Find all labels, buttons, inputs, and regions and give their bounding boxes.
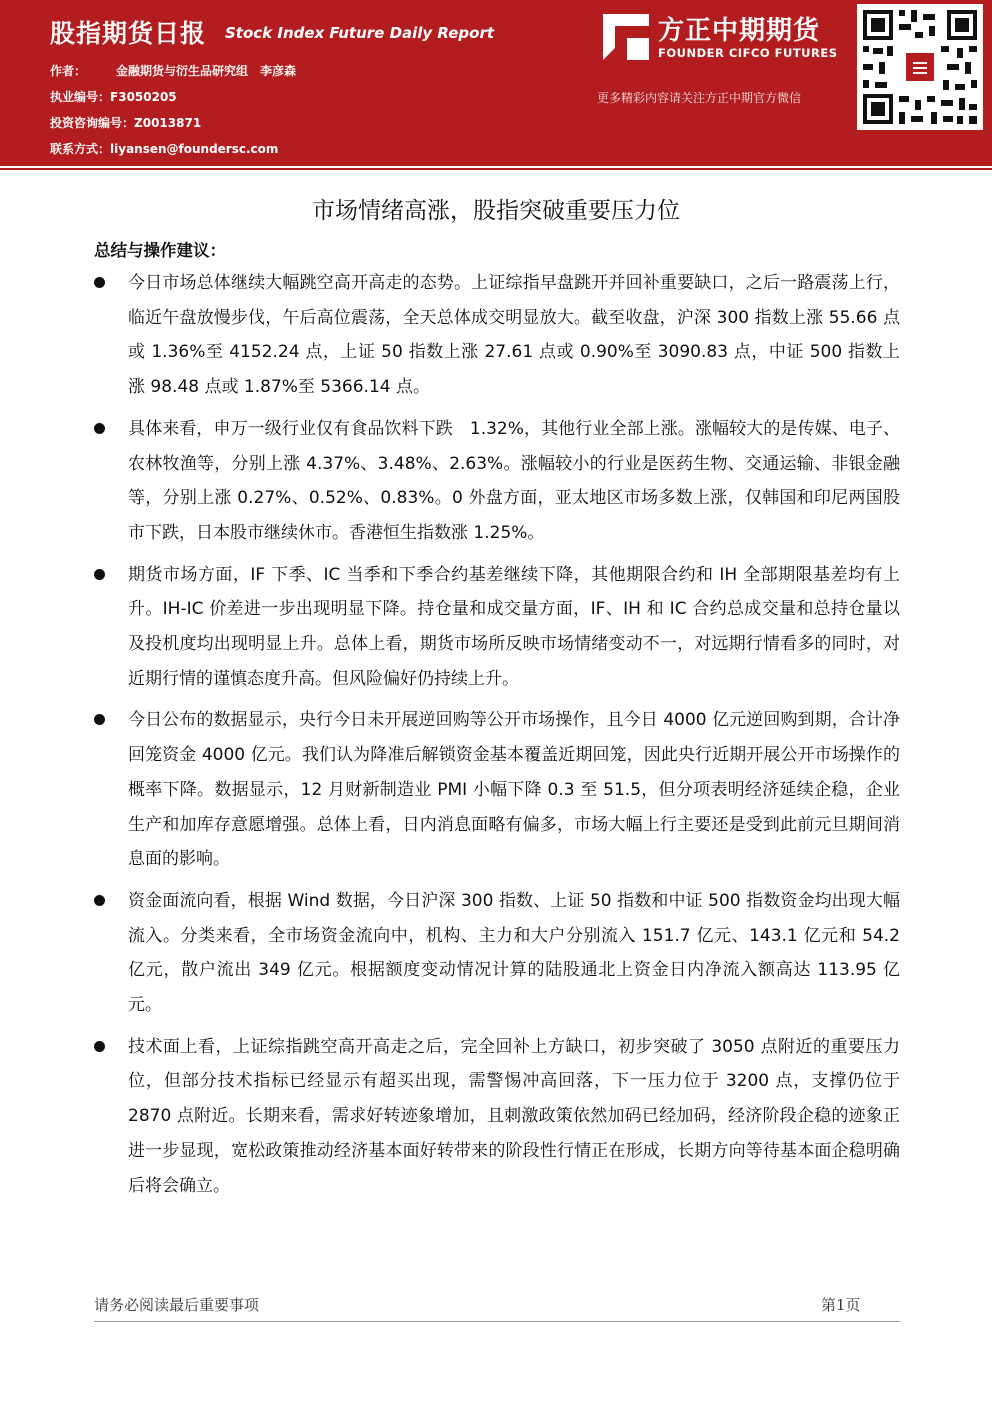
footer-notice: 请务必阅读最后重要事项	[94, 1296, 260, 1314]
summary-item-text: 技术面上看，上证综指跳空高开高走之后，完全回补上方缺口，初步突破了 3050 点附近的重要压力位，但部分技术指标已经显示有超买出现，需警惕冲高回落，下一压力位于 3200 点，支撑仍位于 2870 点附近。长期来看，需求好转迹象增加，且刺激政策依然加码已经加码，经济阶段企稳的迹象正进一步显现，宽松政策推动经济基本面好转带来的阶段性行情正在形成，长期方向等待基本面企稳明确后将会确立。	[128, 1036, 900, 1196]
summary-item-text: 期货市场方面，IF 下季、IC 当季和下季合约基差继续下降，其他期限合约和 IH 全部期限基差均有上升。IH-IC 价差进一步出现明显下降。持仓量和成交量方面，IF、IH 和 IC 合约总成交量和总持仓量以及投机度均出现明显上升。总体上看，期货市场所反映市场情绪变动不一，对远期行情看多的同时，对近期行情的谨慎态度升高。但风险偏好仍持续上升。	[128, 564, 900, 689]
contact-label: 联系方式：	[50, 142, 111, 156]
qr-code-icon[interactable]	[857, 4, 983, 130]
bullet-icon	[94, 714, 105, 725]
summary-item-text: 资金面流向看，根据 Wind 数据，今日沪深 300 指数、上证 50 指数和中证 500 指数资金均出现大幅流入。分类来看，全市场资金流向中，机构、主力和大户分别流入 151.7 亿元、143.1 亿元和 54.2 亿元，散户流出 349 亿元。根据额度变动情况计算的陆股通北上资金日内净流入额高达 113.95 亿元。	[128, 890, 900, 1016]
summary-item-market-overview	[94, 266, 900, 405]
license-line	[50, 88, 177, 105]
founder-logo-icon	[601, 12, 651, 62]
contact-line	[50, 140, 278, 157]
summary-item-capital-flow	[94, 884, 900, 1023]
author-value: 金融期货与衍生品研究组 李彦森	[116, 64, 297, 78]
company-name-en: FOUNDER CIFCO FUTURES	[658, 46, 838, 60]
author-label: 作者：	[50, 64, 87, 78]
footer-divider	[94, 1321, 900, 1322]
page-number: 第1页	[821, 1296, 861, 1314]
summary-item-macro	[94, 703, 900, 877]
report-header	[0, 0, 992, 166]
header-divider	[0, 168, 992, 170]
author-line	[50, 62, 296, 79]
bullet-icon	[94, 1041, 105, 1052]
summary-item-text: 今日市场总体继续大幅跳空高开高走的态势。上证综指早盘跳开并回补重要缺口，之后一路震荡上行，临近午盘放慢步伐，午后高位震荡，全天总体成交明显放大。截至收盘，沪深 300 指数上涨 55.66 点或 1.36%至 4152.24 点，上证 50 指数上涨 27.61 点或 0.90%至 3090.83 点，中证 500 指数上涨 98.48 点或 1.87%至 5366.14 点。	[128, 273, 900, 398]
advisor-value: Z0013871	[134, 116, 202, 130]
bullet-icon	[94, 895, 105, 906]
summary-list	[94, 266, 900, 1210]
report-title-cn: 股指期货日报	[50, 19, 207, 48]
advisor-line	[50, 114, 201, 131]
company-name-cn: 方正中期期货	[658, 16, 821, 46]
summary-item-futures	[94, 558, 900, 697]
summary-heading: 总结与操作建议：	[94, 241, 226, 260]
bullet-icon	[94, 423, 105, 434]
summary-item-technical	[94, 1030, 900, 1204]
report-title-en: Stock Index Future Daily Report	[225, 24, 495, 42]
license-label: 执业编号：	[50, 90, 111, 104]
document-title: 市场情绪高涨，股指突破重要压力位	[312, 198, 680, 224]
wechat-note: 更多精彩内容请关注方正中期官方微信	[597, 91, 802, 105]
bullet-icon	[94, 569, 105, 580]
license-value: F3050205	[110, 90, 177, 104]
summary-item-text: 具体来看，申万一级行业仅有食品饮料下跌 1.32%，其他行业全部上涨。涨幅较大的是传媒、电子、农林牧渔等，分别上涨 4.37%、3.48%、2.63%。涨幅较小的行业是医药生物、交通运输、非银金融等，分别上涨 0.27%、0.52%、0.83%。0 外盘方面，亚太地区市场多数上涨，仅韩国和印尼两国股市下跌，日本股市继续休市。香港恒生指数涨 1.25%。	[128, 418, 900, 543]
summary-item-sectors	[94, 412, 900, 551]
advisor-label: 投资咨询编号：	[50, 116, 135, 130]
bullet-icon	[94, 277, 105, 288]
contact-value[interactable]: liyansen@foundersc.com	[110, 142, 279, 156]
summary-item-text: 今日公布的数据显示，央行今日未开展逆回购等公开市场操作，且今日 4000 亿元逆回购到期，合计净回笼资金 4000 亿元。我们认为降准后解锁资金基本覆盖近期回笼，因此央行近期开展公开市场操作的概率下降。数据显示，12 月财新制造业 PMI 小幅下降 0.3 至 51.5，但分项表明经济延续企稳，企业生产和加库存意愿增强。总体上看，日内消息面略有偏多，市场大幅上行主要还是受到此前元旦期间消息面的影响。	[128, 710, 900, 870]
